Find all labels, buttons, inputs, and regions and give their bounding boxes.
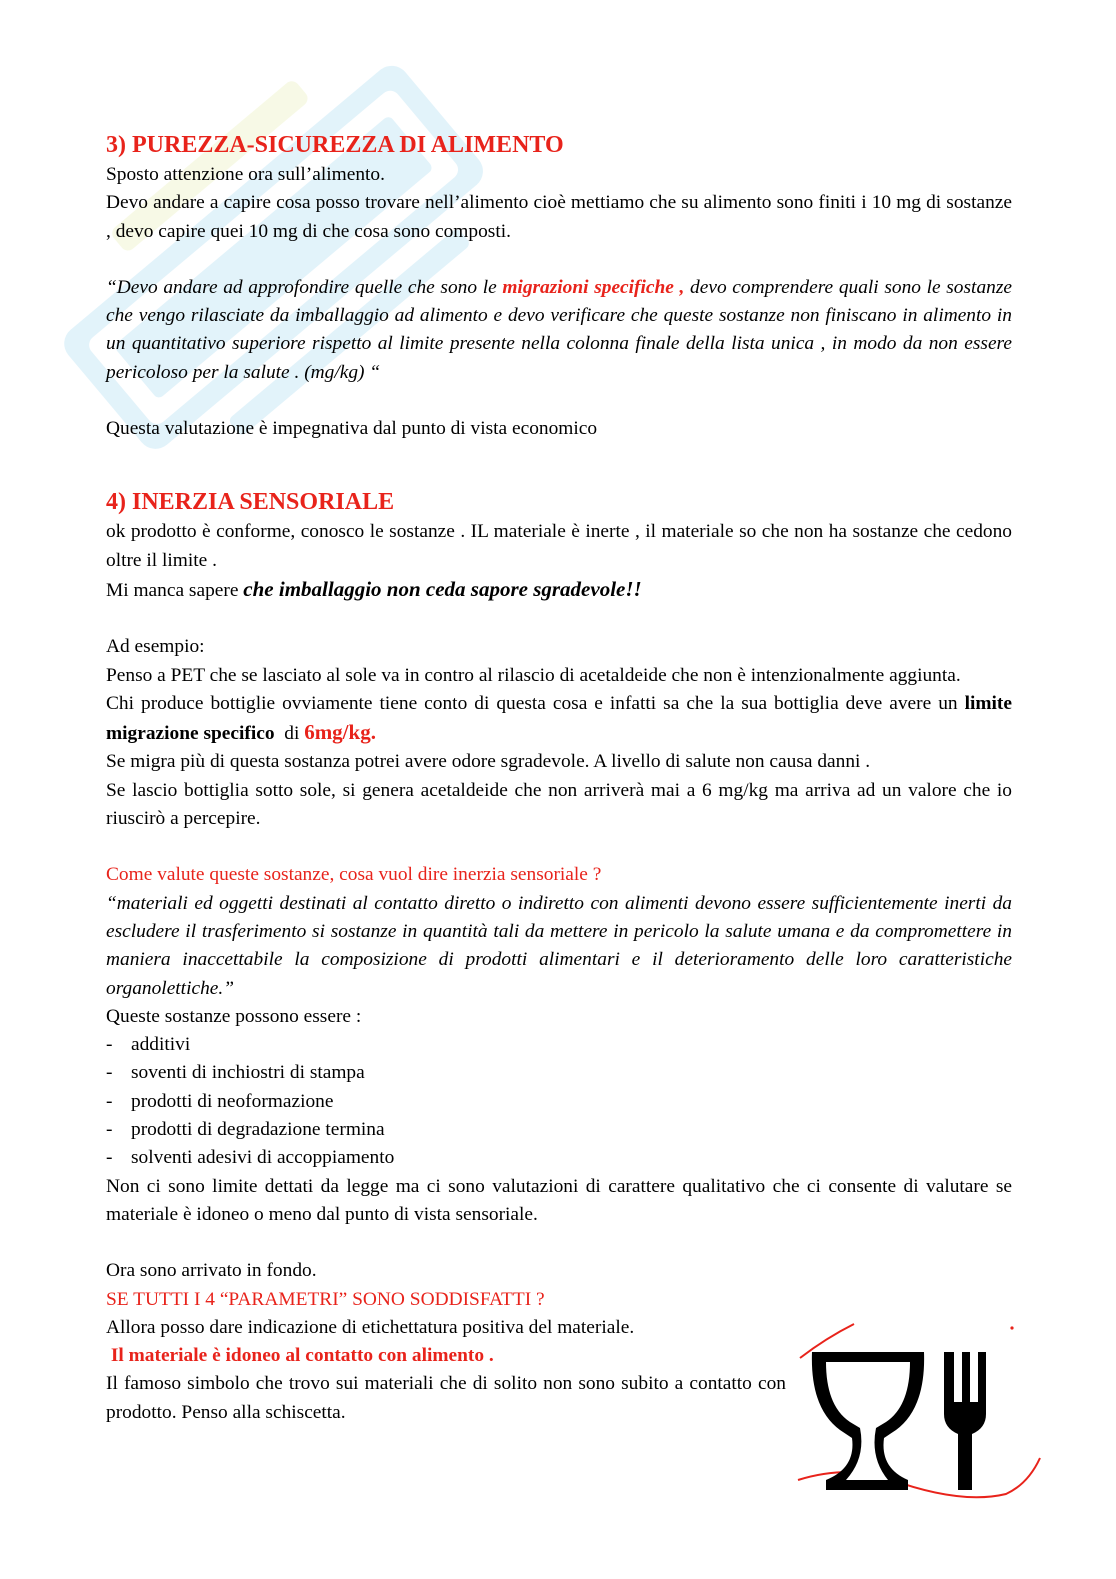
sun-paragraph: Se lascio bottiglia sotto sole, si genera acetaldeide che non arriverà mai a 6 mg/kg ma arriva ad un valore che io riuscirò a percepire. — [106, 779, 1012, 830]
parameters-question: SE TUTTI I 4 “PARAMETRI” SONO SODDISFATTI ? — [106, 1288, 545, 1310]
specific-migrations-highlight: migrazioni specifiche , — [502, 276, 685, 298]
document-body — [106, 130, 1012, 1427]
ending-paragraph-2: Allora posso dare indicazione di etichettatura positiva del materiale. — [106, 1316, 635, 1338]
section-3-quote-start: “Devo andare ad approfondire quelle che sono le — [106, 276, 503, 298]
bottle-paragraph-mid: di — [274, 723, 305, 745]
section-3-paragraph-3: Questa valutazione è impegnativa dal punto di vista economico — [106, 418, 598, 440]
list-item: - solventi adesivi di accoppiamento — [106, 1144, 1012, 1172]
section-4-paragraph-1: ok prodotto è conforme, conosco le sostanze . IL materiale è inerte , il materiale so che non ha sostanze che cedono oltre il limite . — [106, 521, 1012, 571]
list-item: - soventi di inchiostri di stampa — [106, 1059, 1012, 1087]
bad-taste-highlight: che imballaggio non ceda sapore sgradevole!! — [243, 576, 642, 601]
section-3-heading: 3) PUREZZA-SICUREZZA DI ALIMENTO — [106, 132, 564, 158]
section-4-paragraph-2-start: Mi manca sapere — [106, 579, 244, 601]
sensory-inertia-question: Come valute queste sostanze, cosa vuol dire inerzia sensoriale ? — [106, 864, 602, 886]
substances-list — [106, 1031, 1012, 1172]
migration-limit-value: 6mg/kg. — [304, 720, 376, 745]
section-3-quote-end: devo comprendere quali sono le sostanze che vengo rilasciate da imballaggio ad alimento e devo verificare che queste sostanze non finiscano in alimento in un quantitativo superiore rispetto al limite presente nella colonna finale della lista unica , in modo da non essere pericoloso per la salute . (mg/kg) “ — [106, 276, 1012, 383]
qualitative-evaluation-paragraph: Non ci sono limite dettati da legge ma ci sono valutazioni di carattere qualitativo che ci consente di valutare se materiale è idoneo o meno dal punto di vista sensoriale. — [106, 1175, 1012, 1225]
regulation-quote: “materiali ed oggetti destinati al contatto diretto o indiretto con alimenti devono essere sufficientemente inerti da escludere il trasferimento si sostanze in quantità tali da mettere in pericolo la salute umana e da compromettere in maniera inaccettabile la composizione di prodotti alimentari e il deterioramento delle loro caratteristiche organolettiche.” — [106, 892, 1012, 999]
section-3-quote — [106, 274, 1012, 387]
section-4-paragraph-2 — [106, 575, 1012, 605]
example-label: Ad esempio: — [106, 636, 205, 658]
bottle-paragraph — [106, 690, 1012, 749]
specific-migration-limit-label: limite migrazione specifico — [106, 692, 1012, 745]
odor-paragraph: Se migra più di questa sostanza potrei avere odore sgradevole. A livello di salute non causa danni . — [106, 751, 871, 773]
substances-list-intro: Queste sostanze possono essere : — [106, 1005, 362, 1027]
list-item: - prodotti di neoformazione — [106, 1088, 1012, 1116]
list-item: - additivi — [106, 1031, 1012, 1059]
pet-paragraph: Penso a PET che se lasciato al sole va in contro al rilascio di acetaldeide che non è intenzionalmente aggiunta. — [106, 664, 961, 686]
glass-and-fork-icon — [796, 1318, 1046, 1508]
suitable-material-highlight: Il materiale è idoneo al contatto con alimento . — [106, 1345, 494, 1367]
section-3-paragraph-2: Devo andare a capire cosa posso trovare nell’alimento cioè mettiamo che su alimento sono finiti i 10 mg di sostanze , devo capire quei 10 mg di che cosa sono composti. — [106, 192, 1012, 242]
ending-paragraph-1: Ora sono arrivato in fondo. — [106, 1260, 317, 1282]
section-3-paragraph-1: Sposto attenzione ora sull’alimento. — [106, 164, 385, 185]
bottle-paragraph-start: Chi produce bottiglie ovviamente tiene conto di questa cosa e infatti sa che la sua bottiglia deve avere un — [106, 692, 965, 714]
section-4-heading: 4) INERZIA SENSORIALE — [106, 489, 395, 516]
list-item: - prodotti di degradazione termina — [106, 1116, 1012, 1144]
ending-paragraph-3: Il famoso simbolo che trovo sui materiali che di solito non sono subito a contatto con prodotto. Penso alla schiscetta. — [106, 1373, 786, 1423]
